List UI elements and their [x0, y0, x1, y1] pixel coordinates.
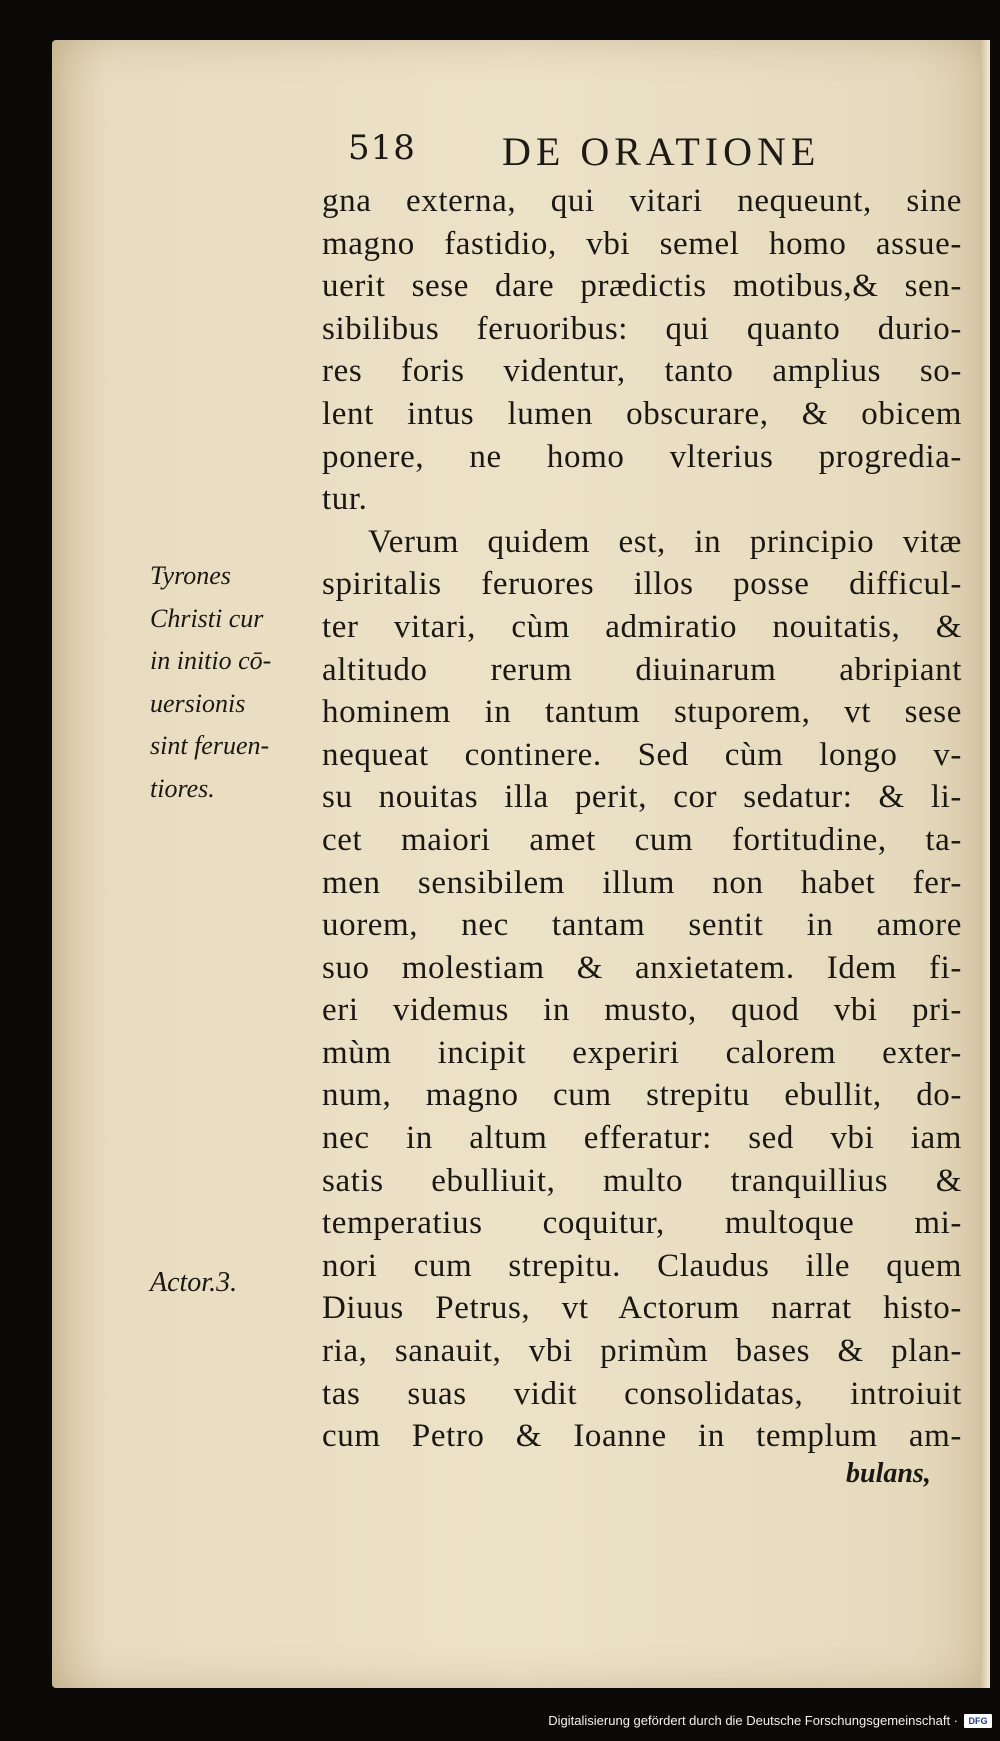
text-line: su nouitas illa perit, cor sedatur: & li-	[322, 779, 962, 816]
text-line: lent intus lumen obscurare, & obicem	[322, 395, 962, 432]
running-head: DE ORATIONE	[502, 129, 821, 174]
text-line: res foris videntur, tanto amplius so-	[322, 353, 962, 390]
dfg-logo-icon: DFG	[964, 1714, 992, 1728]
marginal-note-line: Tyrones	[150, 561, 231, 590]
text-line: ria, sanauit, vbi primùm bases & plan-	[322, 1333, 962, 1370]
text-line: magno fastidio, vbi semel homo assue-	[322, 225, 962, 262]
digitization-footer	[0, 1712, 1000, 1736]
text-line: tur.	[322, 481, 368, 518]
text-line: cet maiori amet cum fortitudine, ta-	[322, 821, 962, 858]
marginal-note-line: sint feruen-	[150, 731, 270, 761]
text-line: Diuus Petrus, vt Actorum narrat histo-	[322, 1290, 962, 1327]
page-edge	[980, 40, 990, 1688]
catchword: bulans,	[846, 1458, 931, 1489]
text-line: nec in altum efferatur: sed vbi iam	[322, 1120, 962, 1157]
marginal-reference-text: Actor.3.	[150, 1267, 238, 1298]
text-line: Verum quidem est, in principio vitæ	[368, 523, 962, 560]
marginal-reference	[150, 1262, 237, 1305]
text-line: nequeat continere. Sed cùm longo v-	[322, 736, 962, 773]
marginal-note	[150, 555, 271, 811]
text-line: altitudo rerum diuinarum abripiant	[322, 651, 962, 688]
page-number: 518	[348, 128, 416, 168]
text-line: cum Petro & Ioanne in templum am-	[322, 1418, 962, 1455]
marginal-note-line: tiores.	[150, 773, 215, 803]
marginal-note-line: uersionis	[150, 688, 246, 718]
text-line: nori cum strepitu. Claudus ille quem	[322, 1247, 962, 1284]
text-line: ter vitari, cùm admiratio nouitatis, &	[322, 608, 962, 645]
text-line: suo molestiam & anxietatem. Idem fi-	[322, 949, 962, 986]
marginal-note-line: in initio cō-	[150, 646, 272, 676]
text-line: ponere, ne homo vlterius progredia-	[322, 438, 962, 475]
text-line: gna externa, qui vitari nequeunt, sine	[322, 183, 962, 219]
text-line: tas suas vidit consolidatas, introiuit	[322, 1375, 962, 1412]
body-text	[322, 180, 962, 1458]
digitization-notice: Digitalisierung gefördert durch die Deutsche Forschungsgemeinschaft ·	[548, 1713, 958, 1728]
text-line: satis ebulliuit, multo tranquillius &	[322, 1162, 962, 1199]
text-line: uorem, nec tantam sentit in amore	[322, 907, 962, 944]
text-line: hominem in tantum stuporem, vt sese	[322, 694, 962, 731]
text-line: num, magno cum strepitu ebullit, do-	[322, 1077, 962, 1114]
text-line: mùm incipit experiri calorem exter-	[322, 1034, 962, 1071]
page-header	[0, 128, 1000, 178]
text-line: uerit sese dare prædictis motibus,& sen-	[322, 268, 962, 305]
text-line: sibilibus feruoribus: qui quanto durio-	[322, 310, 962, 347]
text-line: spiritalis feruores illos posse difficul-	[322, 566, 962, 603]
text-line: eri videmus in musto, quod vbi pri-	[322, 992, 962, 1029]
text-line: men sensibilem illum non habet fer-	[322, 864, 962, 901]
text-line: temperatius coquitur, multoque mi-	[322, 1205, 962, 1242]
marginal-note-line: Christi cur	[150, 603, 264, 633]
